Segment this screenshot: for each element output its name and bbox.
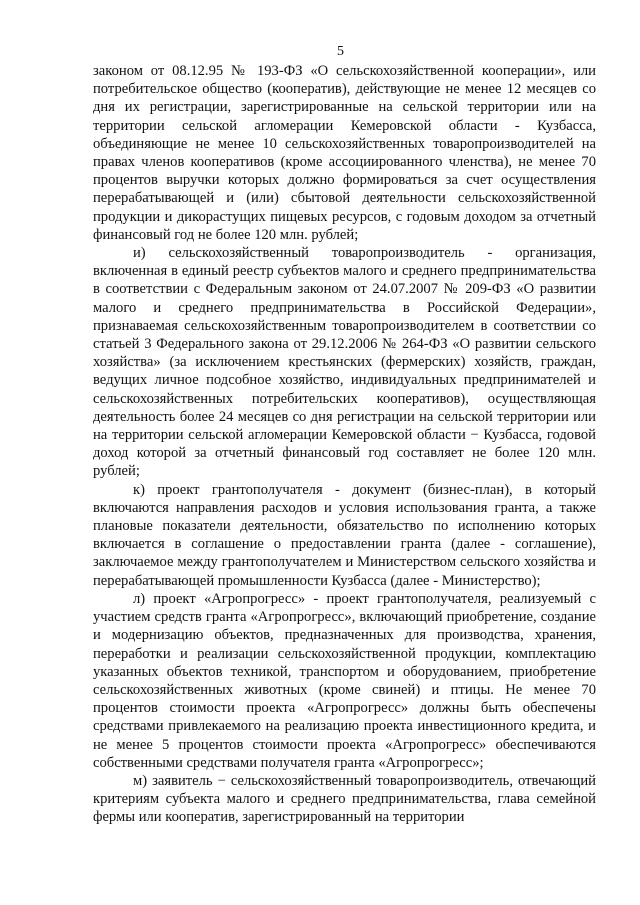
paragraph-item-l: л) проект «Агропрогресс» - проект грантополучателя, реализуемый с участием средств гранта «Агропрогресс», включающий приобретение, создание и модернизацию объектов, предназначенных для производства, хранения, переработки и реализации сельскохозяйственной продукции, комплектацию указанных объектов техникой, транспортом и оборудованием, приобретение сельскохозяйственных животных (кроме свиней) и птицы. Не менее 70 процентов стоимости проекта «Агропрогресс» должны быть обеспечены средствами привлекаемого на реализацию проекта инвестиционного кредита, и не менее 5 процентов стоимости проекта «Агропрогресс» обеспечиваются собственными средствами получателя гранта «Агропрогресс»; bbox=[93, 590, 596, 771]
paragraph-item-k: к) проект грантополучателя - документ (бизнес-план), в который включаются направления расходов и условия использования гранта, а также плановые показатели деятельности, обязательство по исполнению которых включается в соглашение о предоставлении гранта (далее - соглашение), заключаемое между грантополучателем и Министерством сельского хозяйства и перерабатывающей промышленности Кузбасса (далее - Министерство); bbox=[93, 481, 596, 589]
paragraph-item-i: и) сельскохозяйственный товаропроизводитель - организация, включенная в единый реестр субъектов малого и среднего предпринимательства в соответствии с Федеральным законом от 24.07.2007 № 209-ФЗ «О развитии малого и среднего предпринимательства в Российской Федерации», признаваемая сельскохозяйственным товаропроизводителем в соответствии со статьей 3 Федерального закона от 29.12.2006 № 264-ФЗ «О развитии сельского хозяйства» (за исключением крестьянских (фермерских) хозяйств, граждан, ведущих личное подсобное хозяйство, индивидуальных предпринимателей и сельскохозяйственных потребительских кооперативов), осуществляющая деятельность более 24 месяцев со дня регистрации на сельской территории или на территории сельской агломерации Кемеровской области − Кузбасса, годовой доход которой за отчетный финансовый год составляет не более 120 млн. рублей; bbox=[93, 245, 596, 480]
paragraph-continuation: законом от 08.12.95 № 193-ФЗ «О сельскохозяйственной кооперации», или потребительское общество (кооператив), действующие не менее 12 месяцев со дня их регистрации, зарегистрированные на сельской территории или на территории сельской агломерации Кемеровской области - Кузбасса, объединяющие не менее 10 сельскохозяйственных товаропроизводителей на правах членов кооперативов (кроме ассоциированного членства), не менее 70 процентов выручки которых должно формироваться за счет осуществления перерабатывающей и (или) сбытовой деятельности сельскохозяйственной продукции и дикорастущих пищевых ресурсов, с годовым доходом за отчетный финансовый год не более 120 млн. рублей; bbox=[93, 63, 596, 243]
page-number: 5 bbox=[337, 44, 344, 59]
paragraph-item-m: м) заявитель − сельскохозяйственный товаропроизводитель, отвечающий критериям субъекта малого и среднего предпринимательства, глава семейной фермы или кооператив, зарегистрированный на территории bbox=[93, 772, 596, 826]
